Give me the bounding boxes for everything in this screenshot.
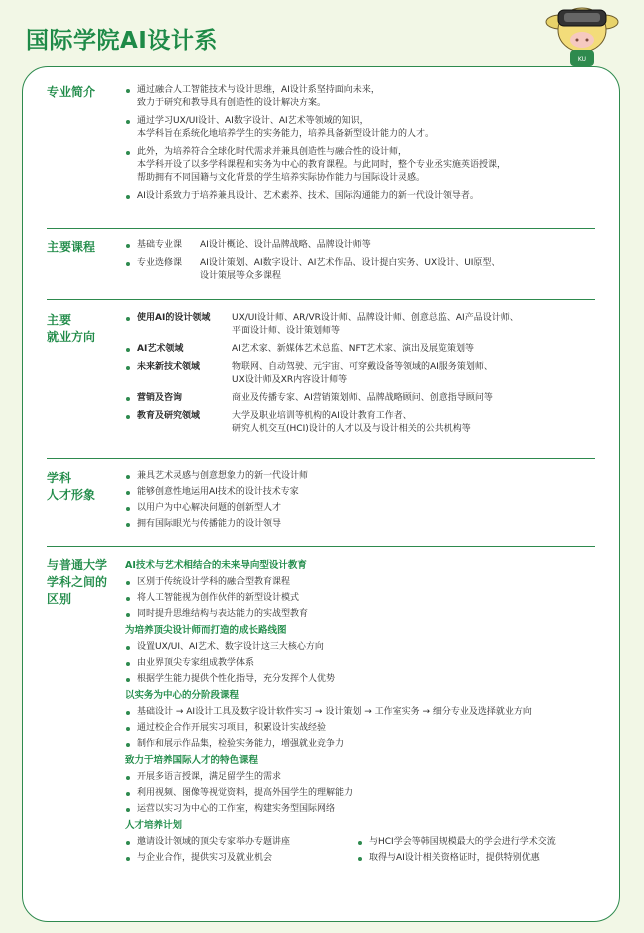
list-item: 根据学生能力提供个性化指导，充分发挥个人优势 xyxy=(125,673,595,686)
subsection-title: 为培养顶尖设计师而打造的成长路线图 xyxy=(125,625,287,636)
list-item: 与企业合作，提供实习及就业机会 xyxy=(125,852,357,865)
subsection-title: 以实务为中心的分阶段课程 xyxy=(125,690,240,701)
page-title: 国际学院AI设计系 xyxy=(26,28,218,54)
list-item: 区别于传统设计学科的融合型教育课程 xyxy=(125,576,595,589)
list-item: 兼具艺术灵感与创意想象力的新一代设计师 xyxy=(125,470,595,483)
divider xyxy=(47,458,595,459)
section-heading: 专业简介 xyxy=(47,85,96,99)
section-heading: 学科 人才形象 xyxy=(47,471,96,502)
list-item: 能够创意性地运用AI技术的设计技术专家 xyxy=(125,486,595,499)
subsection-title: 人才培养计划 xyxy=(125,820,183,831)
list-item: 取得与AI设计相关资格证时，提供特别优惠 xyxy=(357,852,595,865)
career-row: 营销及咨询 商业及传播专家、AI营销策划师、品牌战略顾问、创意指导顾问等 xyxy=(125,392,595,405)
list-item: 通过融合人工智能技术与设计思维，AI设计系坚持面向未来， 致力于研究和教导具有创造性的设计解决方案。 xyxy=(125,84,595,110)
list-item: 邀请设计领域的顶尖专家举办专题讲座 xyxy=(125,836,357,849)
list-item: 运营以实习为中心的工作室，构建实务型国际网络 xyxy=(125,803,595,816)
list-item: 由业界顶尖专家组成教学体系 xyxy=(125,657,595,670)
list-item: 此外，为培养符合全球化时代需求并兼具创造性与融合性的设计师， 本学科开设了以多学科课程和实务为中心的教育课程。与此同时，整个专业丞实施英语授课， 帮助拥有不同国籍与文化背景的学生培养实际协作能力与国际设计灵感。 xyxy=(125,146,595,185)
subsection-title: AI技术与艺术相结合的未来导向型设计教育 xyxy=(125,560,307,571)
career-row: 使用AI的设计领域 UX/UI设计师、AR/VR设计师、品牌设计师、创意总监、AI产品设计师、 平面设计师、设计策划师等 xyxy=(125,312,595,338)
plan-columns xyxy=(125,836,595,868)
list-item: 拥有国际眼光与传播能力的设计领导 xyxy=(125,518,595,531)
section-heading: 主要课程 xyxy=(47,240,96,254)
list-item: 开展多语言授课，满足留学生的需求 xyxy=(125,771,595,784)
list-item: 制作和展示作品集，检验实务能力，增强就业竞争力 xyxy=(125,738,595,751)
list-item: 将人工智能视为创作伙伴的新型设计模式 xyxy=(125,592,595,605)
course-row: 专业选修课 AI设计策划、AI数字设计、AI艺术作品、设计提白实务、UX设计、UI原型、 设计策展等众多课程 xyxy=(125,257,595,283)
career-row: 未来新技术领域 物联网、自动驾驶、元宇宙、可穿戴设备等领域的AI服务策划师、 UX设计师及XR内容设计师等 xyxy=(125,361,595,387)
divider xyxy=(47,299,595,300)
career-row: AI艺术领域 AI艺术家、新媒体艺术总监、NFT艺术家、演出及展览策划等 xyxy=(125,343,595,356)
info-card xyxy=(22,66,620,922)
list-item: 设置UX/UI、AI艺术、数字设计这三大核心方向 xyxy=(125,641,595,654)
career-row: 教育及研究领域 大学及职业培训等机构的AI设计教育工作者、 研究人机交互(HCI)设计的人才以及与设计相关的公共机构等 xyxy=(125,410,595,436)
list-item: AI设计系致力于培养兼具设计、艺术素养、技术、国际沟通能力的新一代设计领导者。 xyxy=(125,190,595,203)
list-item: 同时提升思维结构与表达能力的实战型教育 xyxy=(125,608,595,621)
cow-mascot-icon xyxy=(530,0,630,66)
divider xyxy=(47,546,595,547)
subsection-title: 致力于培养国际人才的特色课程 xyxy=(125,755,259,766)
list-item: 以用户为中心解决问题的创新型人才 xyxy=(125,502,595,515)
mascot-badge: KU xyxy=(577,56,587,63)
list-item: 与HCI学会等韩国规模最大的学会进行学术交流 xyxy=(357,836,595,849)
divider xyxy=(47,228,595,229)
section-heading: 主要 就业方向 xyxy=(47,313,96,344)
list-item: 通过校企合作开展实习项目，积累设计实战经验 xyxy=(125,722,595,735)
list-item: 利用视频、图像等视觉资料，提高外国学生的理解能力 xyxy=(125,787,595,800)
course-row: 基础专业课 AI设计概论、设计品牌战略、品牌设计师等 xyxy=(125,239,595,252)
list-item: 通过学习UX/UI设计、AI数字设计、AI艺术等领域的知识， 本学科旨在系统化地培养学生的实务能力，培养具备新型设计能力的人才。 xyxy=(125,115,595,141)
list-item: 基础设计 → AI设计工具及数字设计软件实习 → 设计策划 → 工作室实务 → 细分专业及选择就业方向 xyxy=(125,706,595,719)
section-heading: 与普通大学 学科之间的 区别 xyxy=(47,558,108,606)
